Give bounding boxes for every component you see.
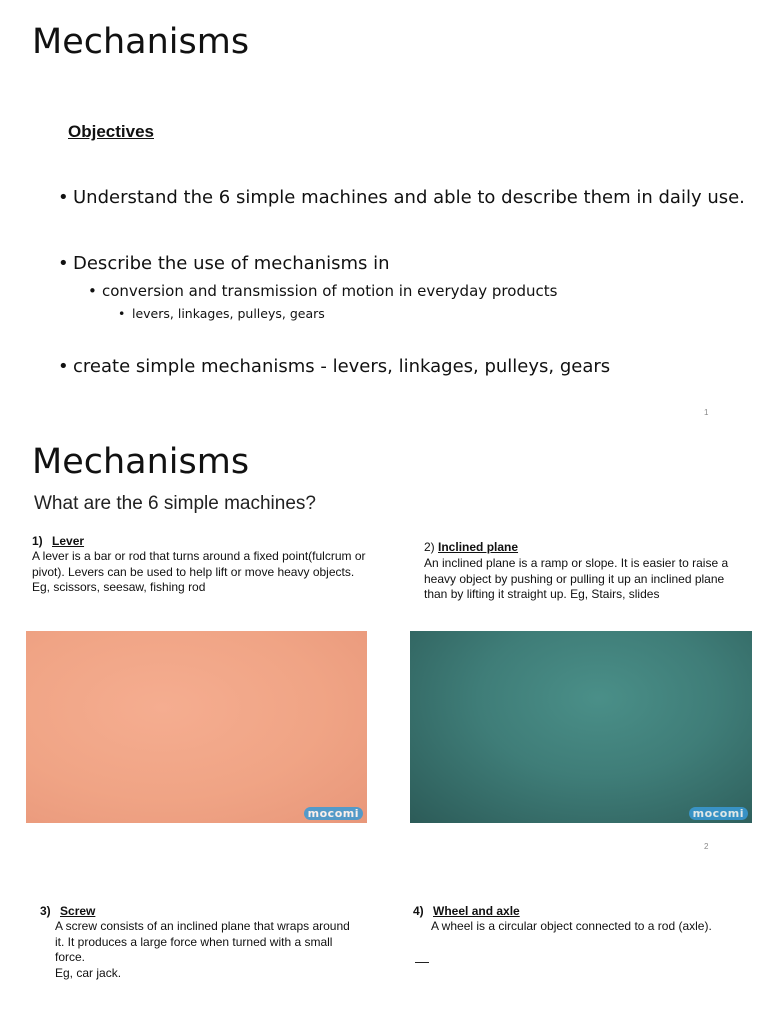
- screw-heading: [40, 904, 95, 918]
- wheel-axle-description: A wheel is a circular object connected to a rod (axle).: [431, 919, 712, 933]
- page-number-2: 2: [704, 842, 709, 851]
- inclined-plane-title: Inclined plane: [438, 540, 519, 554]
- inclined-plane-number: 2): [424, 540, 435, 554]
- lever-heading: [32, 534, 84, 548]
- inclined-plane-heading: [424, 540, 518, 554]
- wheel-axle-title: Wheel and axle: [433, 904, 520, 918]
- slide2-subtitle: What are the 6 simple machines?: [34, 493, 316, 514]
- mocomi-logo: mocomi: [304, 807, 363, 820]
- bullet-3-text: create simple mechanisms - levers, linkages, pulleys, gears: [73, 356, 611, 377]
- inclined-plane-video-thumbnail[interactable]: [410, 631, 752, 823]
- bullet-dot: •: [58, 356, 69, 377]
- bullet-2: [58, 253, 390, 274]
- bullet-2-sub-text: conversion and transmission of motion in everyday products: [102, 282, 558, 300]
- bullet-dot: •: [58, 253, 69, 274]
- bullet-dot: •: [88, 282, 97, 300]
- screw-number: 3): [40, 904, 51, 918]
- bullet-3: [58, 356, 611, 377]
- slide2-title: Mechanisms: [32, 442, 250, 482]
- lever-description: A lever is a bar or rod that turns around a fixed point(fulcrum or pivot). Levers can be used to help lift or move heavy objects. Eg, scissors, seesaw, fishing rod: [32, 549, 366, 594]
- objectives-heading: Objectives: [68, 122, 154, 141]
- inclined-plane-description: An inclined plane is a ramp or slope. It is easier to raise a heavy object by pushing or pulling it up an inclined plane than by lifting it straight up. Eg, Stairs, slides: [424, 556, 729, 601]
- wheel-axle-heading: [413, 904, 520, 918]
- slide1-title: Mechanisms: [32, 22, 250, 62]
- lever-number: 1): [32, 534, 43, 548]
- bullet-dot: •: [58, 187, 69, 208]
- bullet-dot: •: [118, 306, 126, 321]
- wheel-axle-number: 4): [413, 904, 424, 918]
- page-number-1: 1: [704, 408, 709, 417]
- lever-title: Lever: [52, 534, 85, 548]
- bullet-1: [58, 187, 745, 208]
- screw-title: Screw: [60, 904, 96, 918]
- divider-dash: [415, 962, 429, 963]
- screw-body: A screw consists of an inclined plane that wraps around it. It produces a large force when turned with a small force.: [55, 919, 350, 964]
- screw-description: [55, 919, 350, 981]
- bullet-1-text: Understand the 6 simple machines and able to describe them in daily use.: [73, 187, 745, 208]
- bullet-2-subsub-text: levers, linkages, pulleys, gears: [132, 306, 325, 321]
- bullet-2-text: Describe the use of mechanisms in: [73, 253, 390, 274]
- bullet-2-sub: [88, 282, 558, 300]
- bullet-2-subsub: [118, 306, 325, 321]
- screw-example: Eg, car jack.: [55, 965, 122, 980]
- lever-video-thumbnail[interactable]: [26, 631, 367, 823]
- mocomi-logo: mocomi: [689, 807, 748, 820]
